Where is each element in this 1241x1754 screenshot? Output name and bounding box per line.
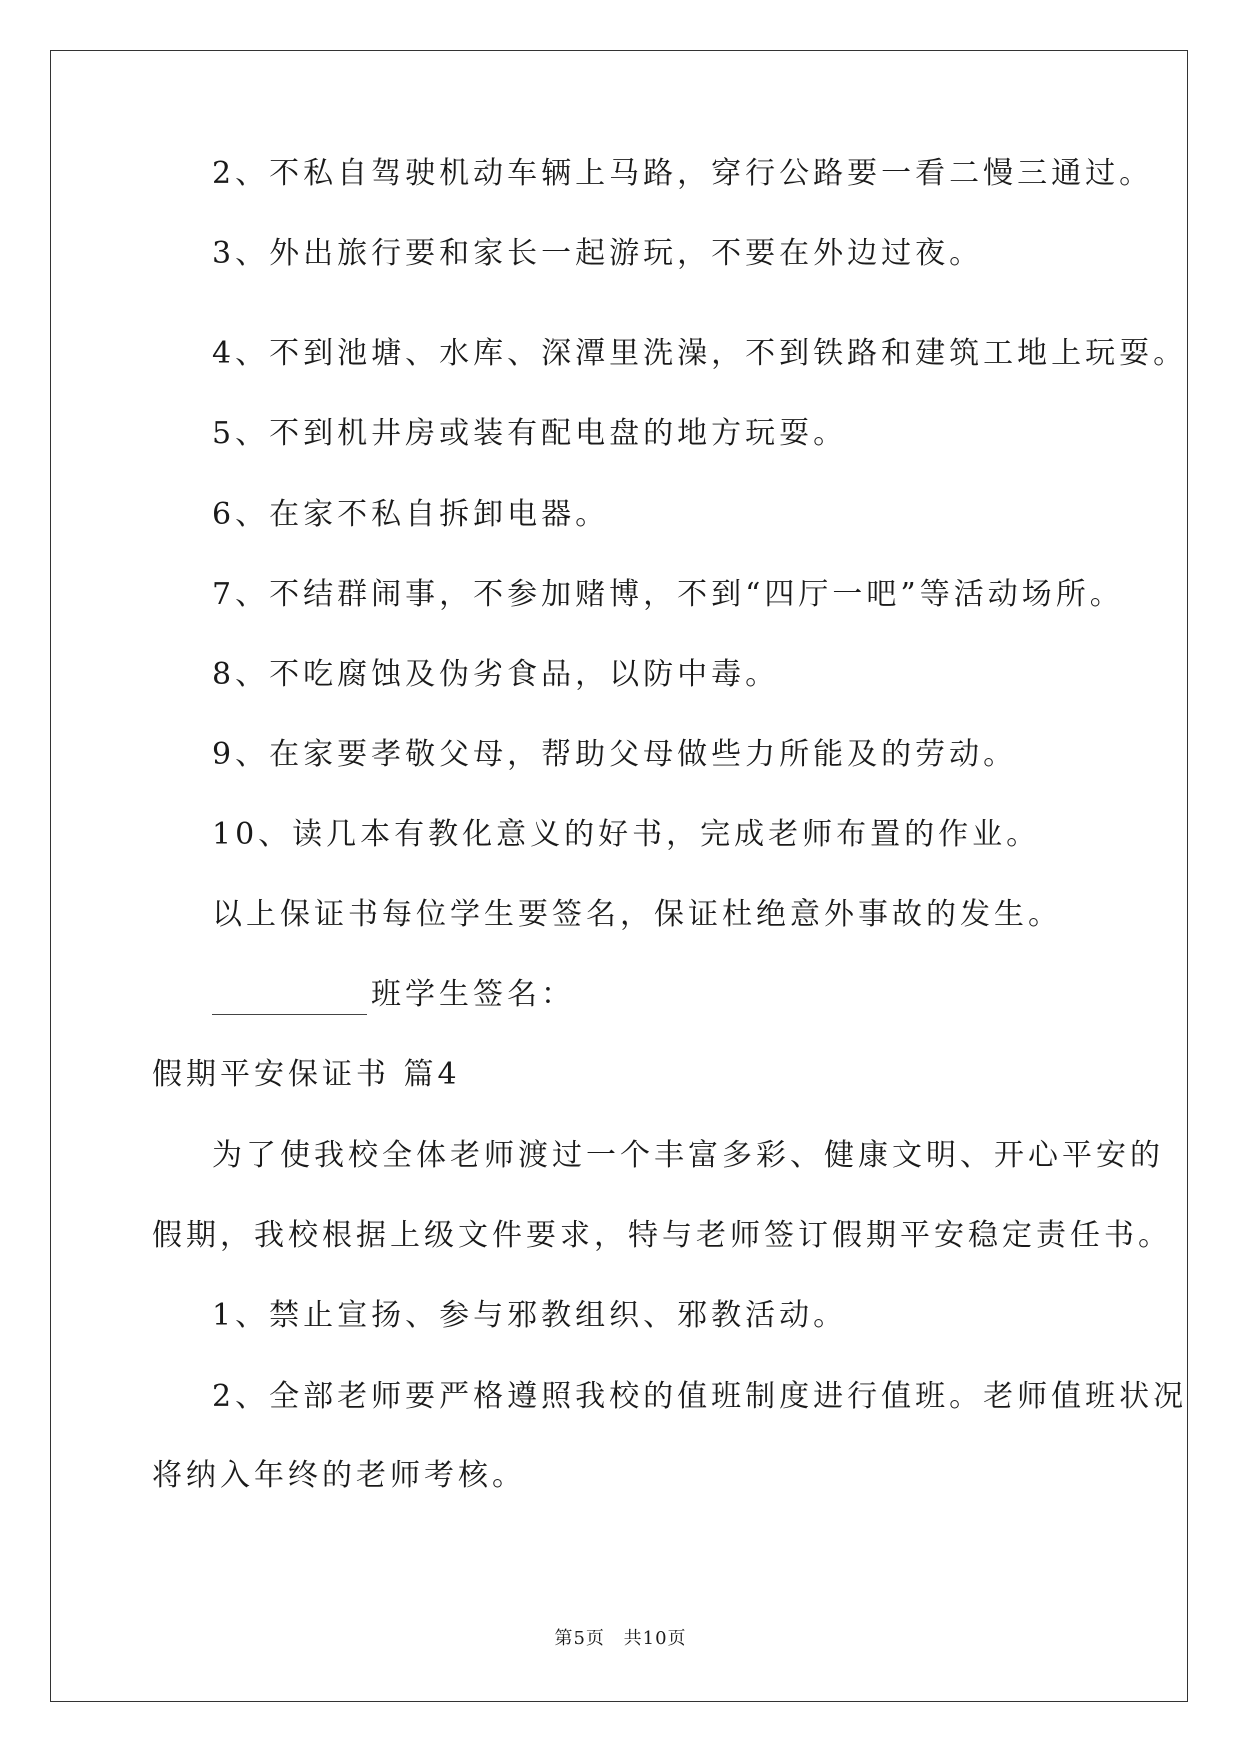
list-item: 8、不吃腐蚀及伪劣食品，以防中毒。 [212,657,780,692]
list-item: 9、在家要孝敬父母，帮助父母做些力所能及的劳动。 [212,737,1018,772]
list-item: 5、不到机井房或装有配电盘的地方玩耍。 [212,416,848,451]
page-total: 共10页 [623,1628,687,1649]
list-item: 2、不私自驾驶机动车辆上马路，穿行公路要一看二慢三通过。 [212,156,1154,191]
page-border [50,50,1188,1702]
list-item: 1、禁止宣扬、参与邪教组织、邪教活动。 [212,1298,848,1333]
paragraph: 为了使我校全体老师渡过一个丰富多彩、健康文明、开心平安的 [212,1138,1164,1173]
page-footer [0,1624,1241,1650]
list-item: 将纳入年终的老师考核。 [152,1458,526,1493]
list-item: 6、在家不私自拆卸电器。 [212,497,610,532]
signature-blank [212,984,367,1015]
signature-line [212,975,575,1015]
signature-label: 班学生签名： [371,977,575,1012]
section-title: 假期平安保证书 篇4 [152,1057,461,1092]
paragraph: 假期，我校根据上级文件要求，特与老师签订假期平安稳定责任书。 [152,1218,1172,1253]
list-item: 7、不结群闹事，不参加赌博，不到“四厅一吧”等活动场所。 [212,577,1124,612]
list-item: 4、不到池塘、水库、深潭里洗澡，不到铁路和建筑工地上玩耍。 [212,336,1188,371]
paragraph: 以上保证书每位学生要签名，保证杜绝意外事故的发生。 [212,897,1062,932]
list-item: 3、外出旅行要和家长一起游玩，不要在外边过夜。 [212,236,984,271]
list-item: 2、全部老师要严格遵照我校的值班制度进行值班。老师值班状况 [212,1379,1188,1414]
page-number: 第5页 [554,1628,605,1649]
list-item: 10、读几本有教化意义的好书，完成老师布置的作业。 [212,817,1041,852]
